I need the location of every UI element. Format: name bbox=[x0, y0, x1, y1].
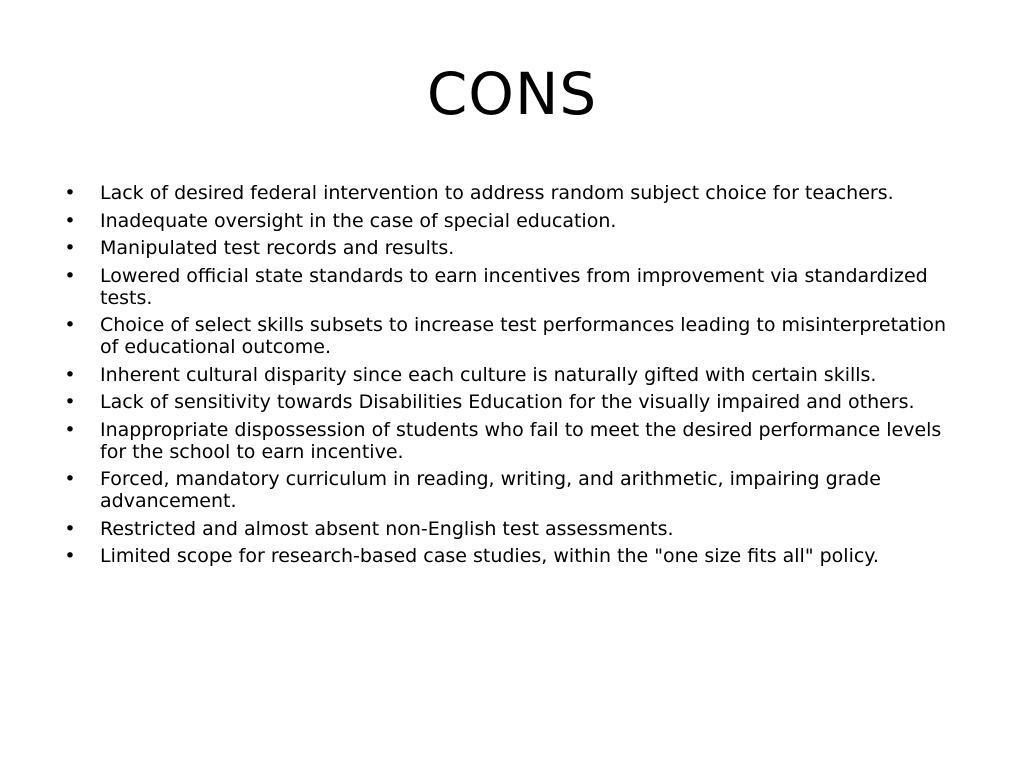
bullet-icon: • bbox=[64, 545, 76, 567]
list-item bbox=[60, 364, 970, 386]
list-item bbox=[60, 391, 970, 413]
list-item bbox=[60, 518, 970, 540]
list-item bbox=[60, 237, 970, 259]
bullet-icon: • bbox=[64, 182, 76, 204]
slide-title: CONS bbox=[426, 60, 598, 128]
list-item bbox=[60, 210, 970, 232]
bullet-text: Forced, mandatory curriculum in reading, writing, and arithmetic, impairing grade advancement. bbox=[100, 468, 881, 512]
list-item bbox=[60, 265, 970, 309]
bullet-icon: • bbox=[64, 391, 76, 413]
bullet-text: Inappropriate dispossession of students who fail to meet the desired performance levels for the school to earn incentive. bbox=[100, 418, 942, 463]
bullet-text: Inherent cultural disparity since each culture is naturally gifted with certain skills. bbox=[100, 363, 877, 386]
bullet-icon: • bbox=[64, 209, 76, 232]
bullet-list bbox=[60, 182, 970, 573]
bullet-icon: • bbox=[64, 264, 76, 287]
bullet-text: Limited scope for research-based case studies, within the "one size fits all" policy. bbox=[100, 545, 879, 567]
bullet-icon: • bbox=[64, 517, 76, 540]
bullet-icon: • bbox=[64, 314, 76, 336]
list-item bbox=[60, 182, 970, 204]
bullet-text: Manipulated test records and results. bbox=[100, 237, 455, 259]
bullet-text: Lack of sensitivity towards Disabilities Education for the visually impaired and others. bbox=[100, 391, 915, 413]
bullet-text: Restricted and almost absent non-English test assessments. bbox=[100, 517, 674, 540]
bullet-icon: • bbox=[64, 418, 76, 441]
bullet-text: Lack of desired federal intervention to address random subject choice for teachers. bbox=[100, 182, 894, 204]
bullet-text: Choice of select skills subsets to increase test performances leading to misinterpretation of educational outcome. bbox=[100, 314, 947, 358]
list-item bbox=[60, 419, 970, 463]
bullet-icon: • bbox=[64, 363, 76, 386]
list-item bbox=[60, 468, 970, 512]
bullet-icon: • bbox=[64, 237, 76, 259]
list-item bbox=[60, 314, 970, 358]
bullet-text: Lowered official state standards to earn incentives from improvement via standardized tests. bbox=[100, 264, 928, 309]
bullet-icon: • bbox=[64, 468, 76, 490]
bullet-text: Inadequate oversight in the case of special education. bbox=[100, 209, 617, 232]
list-item bbox=[60, 545, 970, 567]
